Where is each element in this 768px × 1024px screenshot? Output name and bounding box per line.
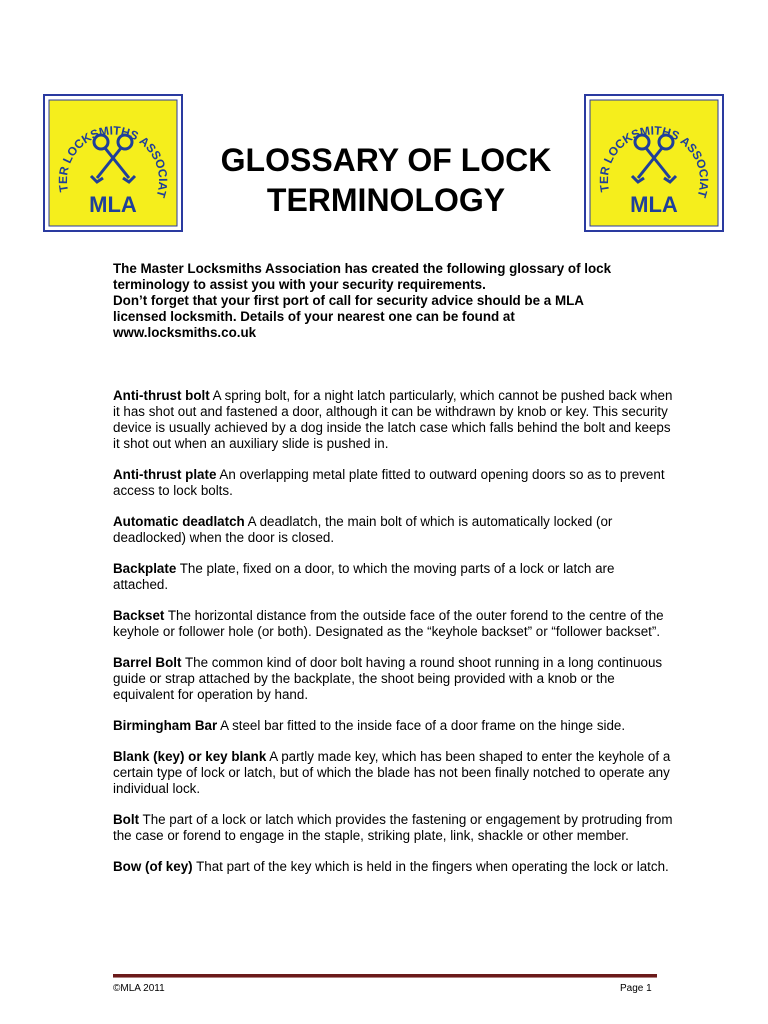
footer-page-number: Page 1 bbox=[620, 983, 652, 994]
entry-term: Anti-thrust bolt bbox=[113, 388, 210, 403]
mla-logo-left bbox=[43, 94, 183, 232]
entry-definition: A deadlatch, the main bolt of which is automatically locked (or deadlocked) when the door is closed. bbox=[113, 514, 613, 545]
entry-definition: A partly made key, which has been shaped to enter the keyhole of a certain type of lock or latch, but of which the blade has not been finally notched to operate any individual lock. bbox=[113, 749, 671, 796]
entry-definition: An overlapping metal plate fitted to outward opening doors so as to prevent access to lock bolts. bbox=[113, 467, 665, 498]
title-line-2: TERMINOLOGY bbox=[266, 182, 506, 218]
logo-arc-text: TER LOCKSMITHS ASSOCIAT bbox=[55, 123, 171, 200]
footer-divider bbox=[113, 974, 657, 978]
glossary-entry bbox=[113, 388, 673, 452]
glossary-entry bbox=[113, 467, 673, 499]
entry-term: Backset bbox=[113, 608, 165, 623]
entry-term: Bow (of key) bbox=[113, 859, 193, 874]
entry-term: Backplate bbox=[113, 561, 177, 576]
intro-line: The Master Locksmiths Association has created the following glossary of lock bbox=[113, 261, 612, 276]
intro-paragraph bbox=[113, 261, 673, 341]
logo-abbr: MLA bbox=[630, 192, 678, 217]
entry-term: Birmingham Bar bbox=[113, 718, 218, 733]
glossary-entry bbox=[113, 749, 673, 797]
entry-term: Automatic deadlatch bbox=[113, 514, 245, 529]
mla-logo-right bbox=[584, 94, 724, 232]
glossary-entry bbox=[113, 812, 673, 844]
entry-term: Blank (key) or key blank bbox=[113, 749, 267, 764]
entry-definition: The common kind of door bolt having a round shoot running in a long continuous guide or strap attached by the backplate, the shoot being provided with a knob or the equivalent for operation by hand. bbox=[113, 655, 663, 702]
glossary-entry bbox=[113, 514, 673, 546]
logo-abbr: MLA bbox=[89, 192, 137, 217]
entry-definition: That part of the key which is held in the fingers when operating the lock or latch. bbox=[192, 859, 669, 874]
glossary-entry bbox=[113, 859, 673, 875]
intro-line: licensed locksmith. Details of your nearest one can be found at bbox=[113, 309, 515, 324]
glossary-list bbox=[113, 388, 673, 890]
intro-link[interactable]: www.locksmiths.co.uk bbox=[113, 325, 257, 340]
entry-term: Bolt bbox=[113, 812, 140, 827]
entry-definition: The plate, fixed on a door, to which the moving parts of a lock or latch are attached. bbox=[113, 561, 615, 592]
intro-line: terminology to assist you with your security requirements. bbox=[113, 277, 486, 292]
glossary-entry bbox=[113, 718, 673, 734]
entry-definition: The part of a lock or latch which provides the fastening or engagement by protruding from the case or forend to engage in the staple, striking plate, link, shackle or other member. bbox=[113, 812, 673, 843]
entry-term: Barrel Bolt bbox=[113, 655, 182, 670]
glossary-entry bbox=[113, 608, 673, 640]
logo-arc-text: TER LOCKSMITHS ASSOCIAT bbox=[596, 123, 712, 200]
entry-definition: The horizontal distance from the outside face of the outer forend to the centre of the keyhole or follower hole (or both). Designated as the “keyhole backset” or “follower backset”. bbox=[113, 608, 664, 639]
entry-term: Anti-thrust plate bbox=[113, 467, 217, 482]
intro-line: Don’t forget that your first port of call for security advice should be a MLA bbox=[113, 293, 584, 308]
entry-definition: A spring bolt, for a night latch particularly, which cannot be pushed back when it has shot out and fastened a door, although it can be withdrawn by knob or key. This security device is usually achieved by a dog inside the latch case which falls behind the bolt and keeps it shot out when an auxiliary slide is pushed in. bbox=[113, 388, 673, 451]
page-title bbox=[196, 140, 576, 220]
title-line-1: GLOSSARY OF LOCK bbox=[220, 142, 552, 178]
glossary-entry bbox=[113, 655, 673, 703]
entry-definition: A steel bar fitted to the inside face of a door frame on the hinge side. bbox=[217, 718, 626, 733]
footer-copyright: ©MLA 2011 bbox=[113, 983, 165, 994]
glossary-entry bbox=[113, 561, 673, 593]
